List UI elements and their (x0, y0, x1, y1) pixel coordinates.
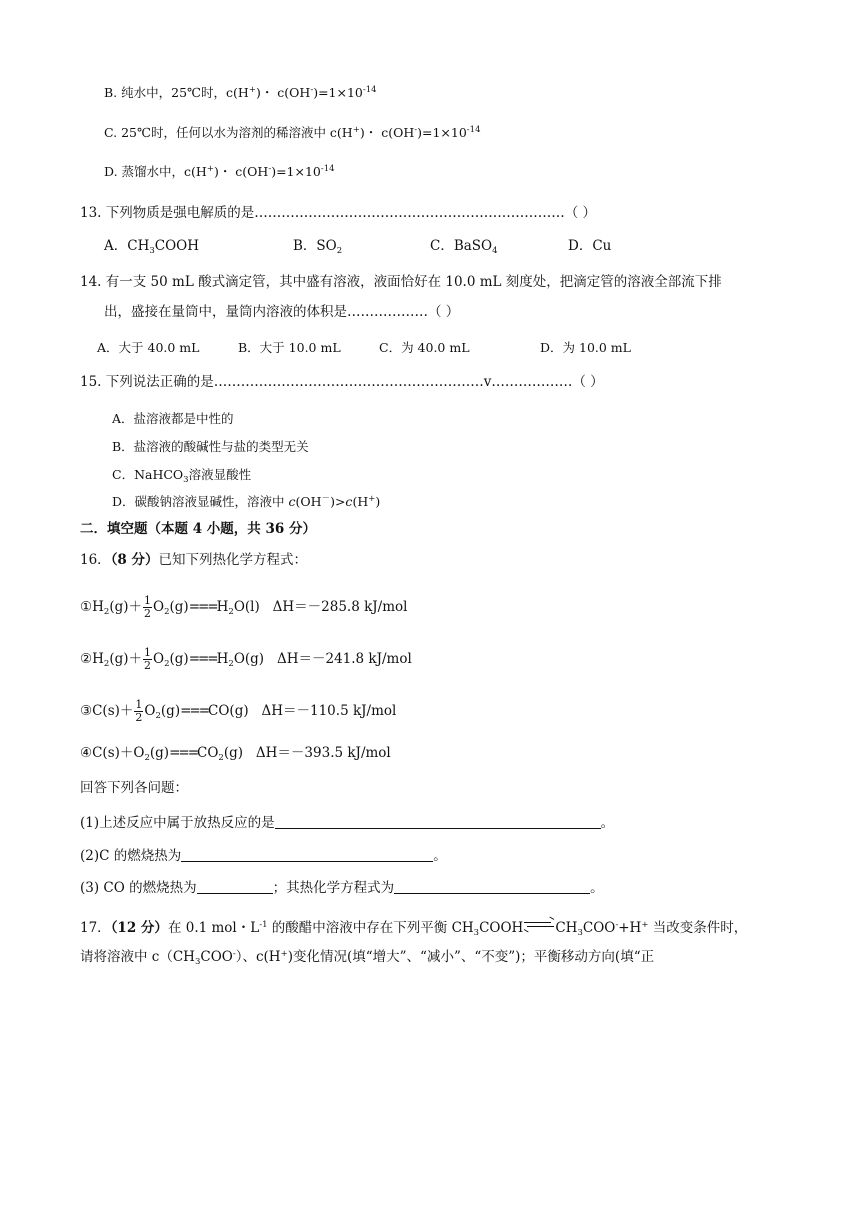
answer-blank[interactable] (275, 814, 601, 829)
section-heading: 二．填空题（本题 4 小题，共 36 分） (80, 521, 316, 537)
q16-equation-2: $②H_2(g)+$ $\frac{1}{2}$ $O_2(g)===H_2O(g)$ ΔH＝－241.8 kJ/mol (80, 646, 412, 672)
q14-stem-line1: 14. 有一支 50 mL 酸式滴定管，其中盛有溶液，液面恰好在 10.0 mL 刻度处，把滴定管的溶液全部流下排 (80, 274, 722, 290)
q15-stem: 15. 下列说法正确的是……………………………………………………v………………（ ） (80, 374, 604, 390)
q16-part-3: (3) CO 的燃烧热为 ；其热化学方程式为 。 (80, 880, 604, 896)
q13-stem: 13. 下列物质是强电解质的是……………………………………………………………（ ） (80, 205, 597, 221)
answer-blank[interactable] (197, 879, 273, 894)
q15-option-d: D．碳酸钠溶液显碱性，溶液中 c(OH－)>c(H+) (112, 494, 381, 509)
q16-equation-3: ③C(s)＋ $\frac{1}{2}$ $O_2(g)===CO(g)$ ΔH＝－110.5 kJ/mol (80, 698, 397, 724)
q12-option-c: C. 25℃时，任何以水为溶剂的稀溶液中 c(H+)・ $c(OH^-)=1\times 10^{-14}$ (104, 125, 481, 140)
q13-option-a: A．$CH_3COOH$ (104, 238, 200, 256)
equilibrium-arrow-icon (524, 920, 554, 930)
fraction-one-half: $\frac{1}{2}$ (144, 646, 151, 672)
fraction-one-half: $\frac{1}{2}$ (135, 698, 143, 724)
q16-equation-4: $④C(s)+O_2(g)===CO_2(g)$ ΔH＝－393.5 kJ/mol (80, 745, 391, 763)
q16-part-1: (1)上述反应中属于放热反应的是 。 (80, 815, 615, 831)
q12-option-d: D. 蒸馏水中，c(H+)・ $c(OH^-)=1\times 10^{-14}$ (104, 164, 335, 179)
q12-option-b: B. 纯水中，25℃时，c(H+)・ $c(OH^-)=1\times 10^{-14}$ (104, 85, 377, 100)
q15-option-c: C．NaHCO$_3$溶液显酸性 (112, 467, 252, 485)
q14-option-d: D．为 10.0 mL (540, 340, 631, 355)
q14-stem-line2: 出，盛接在量筒中，量筒内溶液的体积是………………（ ） (104, 304, 460, 320)
q13-option-c: C．BaSO$_4$ (430, 238, 498, 256)
answer-blank[interactable] (181, 847, 433, 862)
q15-option-b: B．盐溶液的酸碱性与盐的类型无关 (112, 439, 309, 454)
q16-answer-prompt: 回答下列各问题： (80, 780, 188, 796)
q17-line-1: 17．（12 分）在 0.1 mol・$L^{-1}$ 的酸醋中溶液中存在下列平衡 $CH_3COOH$ $CH_3COO^-+H^+$ 当改变条件时， (80, 919, 747, 937)
q14-option-a: A．大于 40.0 mL (97, 340, 200, 355)
fraction-one-half: $\frac{1}{2}$ (144, 594, 151, 620)
q14-option-c: C．为 40.0 mL (379, 340, 470, 355)
q16-heading: 16．（8 分）已知下列热化学方程式： (80, 552, 308, 568)
answer-blank[interactable] (394, 879, 590, 894)
q14-option-b: B．大于 10.0 mL (238, 340, 341, 355)
q16-equation-1: $①H_2(g)+$ $\frac{1}{2}$ $O_2(g)===H_2O(l)$ ΔH＝－285.8 kJ/mol (80, 594, 408, 620)
q17-line-2: 请将溶液中 $c(CH_3COO^-)$、c(H+)变化情况(填“增大”、“减小”、“不变”)；平衡移动方向(填“正 (80, 949, 655, 967)
q15-option-a: A．盐溶液都是中性的 (112, 411, 234, 426)
q13-option-b: B．$SO_2$ (293, 238, 343, 256)
q16-part-2: (2)C 的燃烧热为 。 (80, 848, 447, 864)
q13-option-d: D．Cu (568, 238, 612, 254)
